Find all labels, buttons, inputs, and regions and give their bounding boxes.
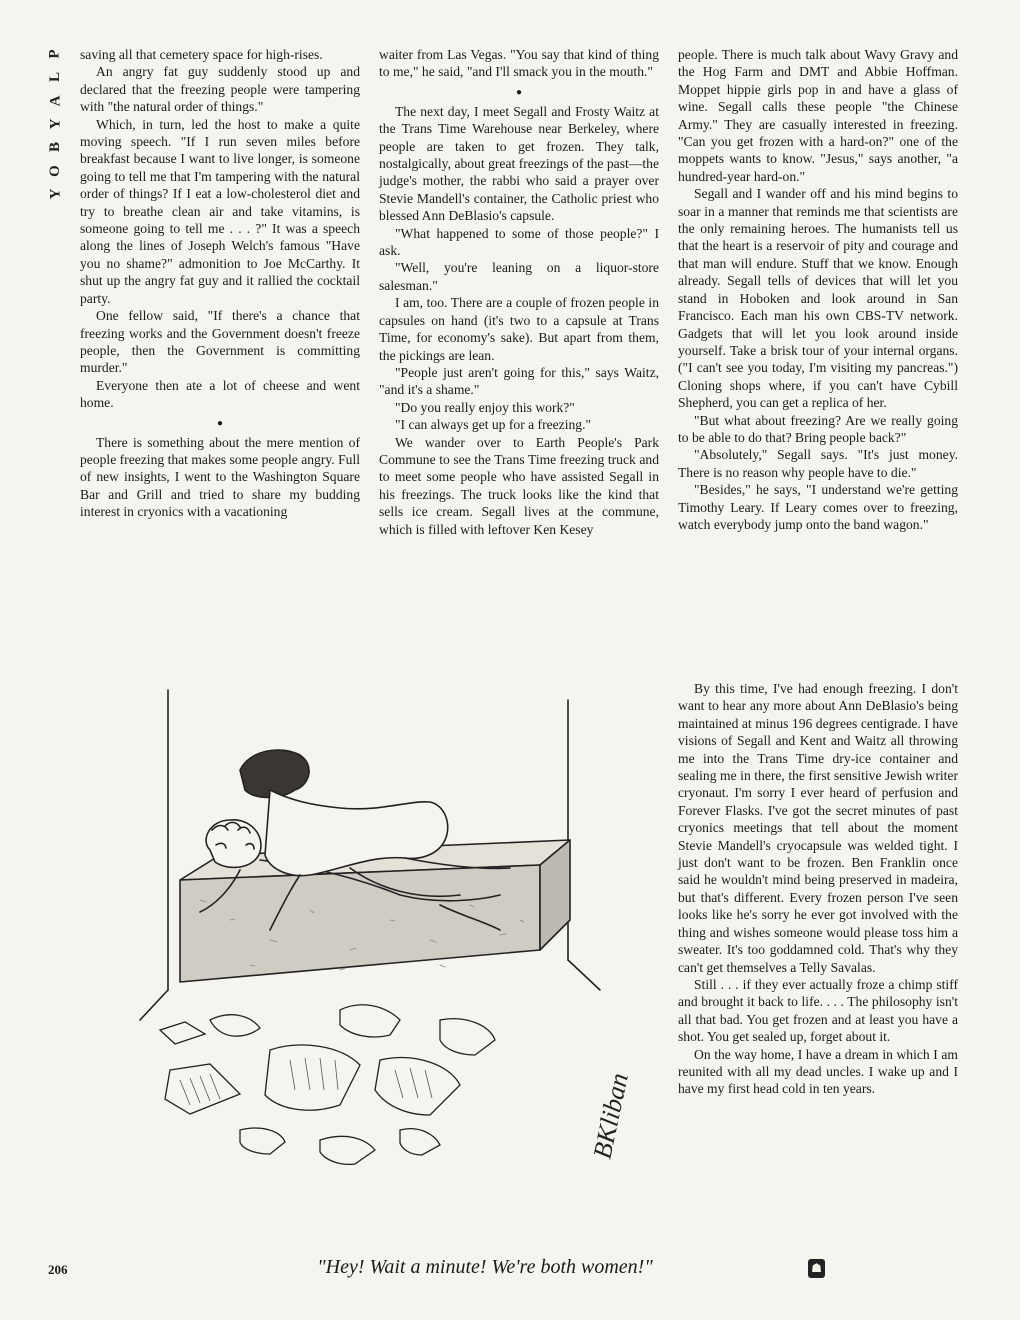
article-paragraph: Everyone then ate a lot of cheese and went home. (80, 377, 360, 411)
section-break-bullet: ● (216, 417, 224, 429)
article-column-2 (379, 46, 659, 538)
article-paragraph: Segall and I wander off and his mind begins to soar in a manner that reminds me that scientists are the only remaining heroes. The humanists tell us that the heart is a reservoir of pity and courage and that man will endure. Stuff that we know. Enough already. Segall tells of devices that will let you stand in Hoboken and look around in San Francisco. Each man his own CBS-TV network. Gadgets that will let you look around inside yourself. Take a brisk tour of your internal organs. ("I can't see you today, I'm visiting my pancreas.") Cloning shops where, if you can't have Cybill Shepherd, you can get a replica of her. (678, 186, 958, 411)
article-paragraph: One fellow said, "If there's a chance that freezing works and the Government doesn't freeze people, then the Government is committing murder." (80, 308, 360, 376)
masthead-letter: B (46, 142, 63, 153)
masthead-letter: P (46, 49, 63, 59)
article-column-1 (80, 46, 360, 521)
article-paragraph: "Well, you're leaning on a liquor-store salesman." (379, 260, 659, 293)
article-paragraph: I am, too. There are a couple of frozen people in capsules on hand (it's two to a capsule at Trans Time, for economy's sake). But apart from them, the pickings are lean. (379, 295, 659, 363)
article-paragraph: We wander over to Earth People's Park Commune to see the Trans Time freezing truck and to meet some people who have assisted Segall in his freezings. The truck looks like the kind that sells ice cream. Segall lives at the commune, which is filled with leftover Ken Kesey (379, 434, 659, 537)
article-paragraph: By this time, I've had enough freezing. I don't want to hear any more about Ann DeBlasio's being maintained at minus 196 degrees centigrade. I have visions of Segall and Kent and Waitz all throwing me into the Trans Time dry-ice container and sealing me in there, the first sensitive Jewish writer cryonaut. I'm sorry I ever heard of perfusion and Forever Flasks. I've got the secret minutes of past cryonics meetings that tell about the moment Stevie Mandell's cryocapsule was welded tight. I just don't want to be frozen. Ben Franklin once said he wouldn't mind being preserved in madeira, but that's different. Every frozen person I've seen looks like he's sorry he ever got involved with the thing and wishes someone would please toss him a sweater. It's too goddamned cold. That's why they can't get themselves a Telly Savalas. (678, 681, 958, 975)
article-paragraph: An angry fat guy suddenly stood up and declared that the freezing people were tampering with "the natural order of things." (80, 64, 360, 115)
article-paragraph: Still . . . if they ever actually froze a chimp stiff and brought it back to life. . . . The philosophy isn't all that bad. You get frozen and at least you have a shot. You get sealed up, forget about it. (678, 976, 958, 1045)
article-column-3-lower (678, 680, 958, 1098)
article-paragraph: "But what about freezing? Are we really going to be able to do that? Bring people back?" (678, 412, 958, 445)
masthead-letter: Y (47, 188, 63, 200)
article-paragraph: There is something about the mere mention of people freezing that makes some people angry. Full of new insights, I went to the Washington Square Bar and Grill and tried to share my budding interest in cryonics with a vacationing (80, 434, 360, 520)
article-paragraph: "People just aren't going for this," says Waitz, "and it's a shame." (379, 364, 659, 398)
article-paragraph: The next day, I meet Segall and Frosty Waitz at the Trans Time Warehouse near Berkeley, where people are taken to get frozen. They talk, nostalgically, about great freezings of the past—the judge's mother, the rabbi who said a prayer over Stevie Mandell's container, the Catholic priest who blessed Ann DeBlasio's capsule. (379, 103, 659, 224)
masthead-letter: O (46, 164, 63, 177)
article-paragraph: waiter from Las Vegas. "You say that kind of thing to me," he said, "and I'll smack you in the mouth." (379, 47, 659, 80)
section-break-bullet: ● (515, 86, 523, 98)
masthead-letter: A (47, 95, 63, 107)
masthead-letter: L (46, 72, 63, 83)
cartoon-caption-text: "Hey! Wait a minute! We're both women!" (317, 1256, 653, 1278)
article-paragraph: "Do you really enjoy this work?" (395, 399, 575, 415)
article-paragraph: Which, in turn, led the host to make a quite moving speech. "If I run seven miles before breakfast because I want to live longer, is someone going to tell me that I'm tampering with the natural order of things? If I eat a low-cholesterol diet and try to breathe clean air and take vitamins, is someone going to tell me . . . ?" It was a speech along the lines of Joseph Welch's famous "Have you no shame?" admonition to Joe McCarthy. It shut up the angry fat guy and it rallied the cocktail party. (80, 116, 360, 306)
article-paragraph: "Besides," he says, "I understand we're getting Timothy Leary. If Leary comes over to freezing, watch everybody jump onto the band wagon." (678, 482, 958, 532)
page-number: 206 (48, 1262, 68, 1277)
article-paragraph: "Absolutely," Segall says. "It's just money. There is no reason why people have to die." (678, 447, 958, 480)
end-mark-bunny-icon: ☗ (808, 1259, 825, 1278)
article-paragraph: "What happened to some of those people?" I ask. (379, 225, 659, 259)
article-paragraph: On the way home, I have a dream in which I am reunited with all my dead uncles. I wake up and I have my first head cold in ten years. (678, 1046, 958, 1097)
article-paragraph: saving all that cemetery space for high-rises. (80, 47, 323, 62)
cartoon-illustration (140, 690, 634, 1250)
cartoon-caption (0, 1256, 760, 1279)
article-paragraph: people. There is much talk about Wavy Gravy and the Hog Farm and DMT and Abbie Hoffman. Moppet hippie girls pop in and have a glass of wine. Segall calls these people "the Chinese Army." They are casually interested in freezing. "Can you get frozen with a hard-on?" one of the moppets wants to know. "Jesus," says another, "a hundred-year hard-on." (678, 47, 958, 184)
article-column-3 (678, 46, 958, 533)
playboy-masthead-vertical (46, 44, 68, 204)
cartoonist-signature: BKliban (587, 1070, 634, 1162)
masthead-letter: Y (47, 118, 63, 130)
article-paragraph: "I can always get up for a freezing." (395, 417, 592, 433)
